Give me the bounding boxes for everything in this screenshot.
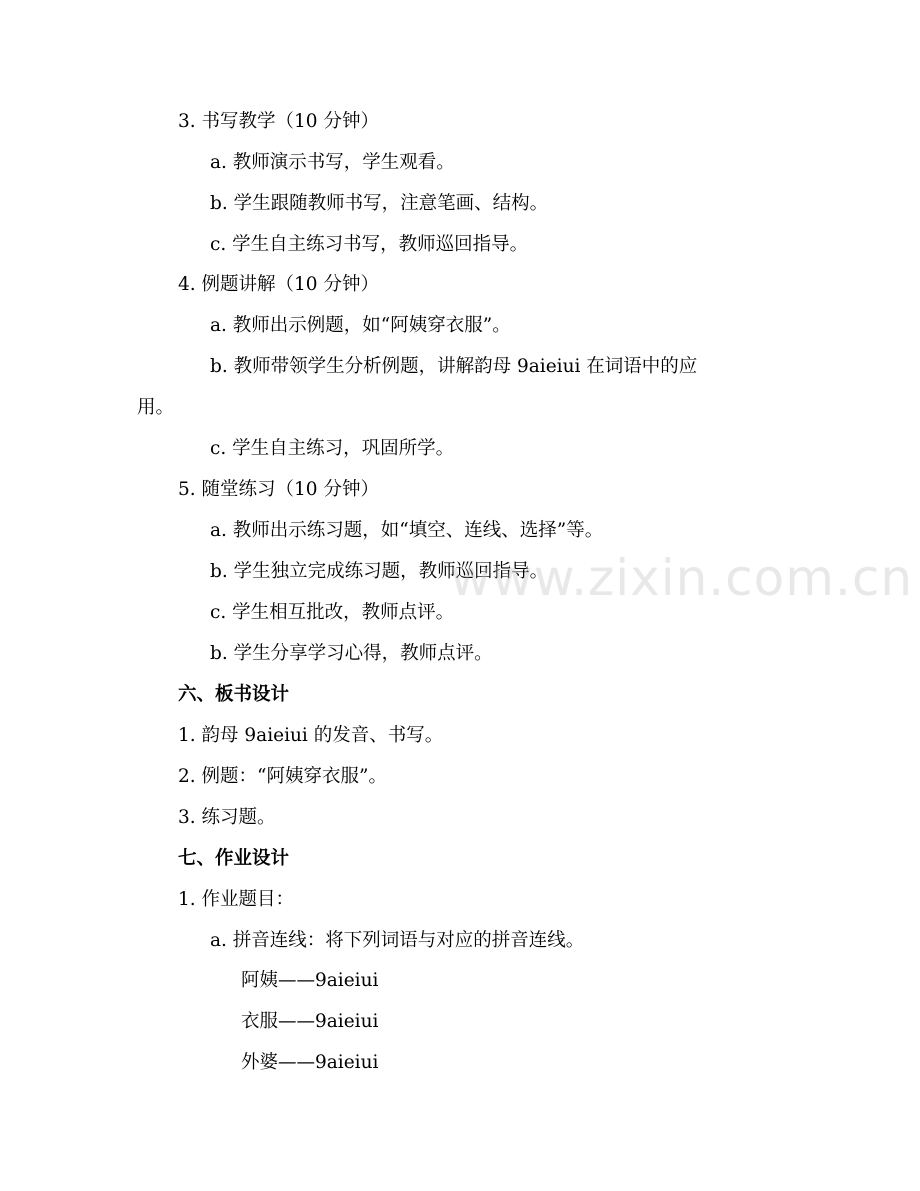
section-heading-6: 六、板书设计 — [178, 684, 290, 705]
exercise-line: 阿姨——9aieiui — [241, 970, 379, 991]
list-item: 2. 例题：“阿姨穿衣服”。 — [178, 766, 387, 787]
exercise-line: 衣服——9aieiui — [241, 1011, 379, 1032]
sub-item: c. 学生自主练习，巩固所学。 — [210, 438, 455, 459]
section-item-5: 5. 随堂练习（10 分钟） — [178, 479, 379, 500]
sub-item: c. 学生相互批改，教师点评。 — [210, 602, 455, 623]
sub-item: b. 学生独立完成练习题，教师巡回指导。 — [210, 561, 549, 582]
list-item: 3. 练习题。 — [178, 807, 276, 828]
sub-item: a. 教师演示书写，学生观看。 — [210, 152, 455, 173]
sub-item: a. 教师出示例题，如“阿姨穿衣服”。 — [210, 315, 511, 336]
sub-item: b. 学生跟随教师书写，注意笔画、结构。 — [210, 193, 549, 214]
list-item: 1. 韵母 9aieiui 的发音、书写。 — [178, 725, 444, 746]
section-item-3: 3. 书写教学（10 分钟） — [178, 111, 379, 132]
sub-item-continuation: 用。 — [137, 397, 175, 418]
list-item: 1. 作业题目： — [178, 889, 295, 910]
sub-item: c. 学生自主练习书写，教师巡回指导。 — [210, 234, 529, 255]
sub-item: a. 拼音连线：将下列词语与对应的拼音连线。 — [210, 930, 585, 951]
exercise-line: 外婆——9aieiui — [241, 1052, 379, 1073]
sub-item: b. 学生分享学习心得，教师点评。 — [210, 643, 493, 664]
watermark: www.zixin.com.cn — [450, 549, 914, 607]
section-heading-7: 七、作业设计 — [178, 848, 290, 869]
sub-item: a. 教师出示练习题，如“填空、连线、选择”等。 — [210, 520, 604, 541]
sub-item: b. 教师带领学生分析例题，讲解韵母 9aieiui 在词语中的应 — [210, 356, 698, 377]
section-item-4: 4. 例题讲解（10 分钟） — [178, 274, 379, 295]
